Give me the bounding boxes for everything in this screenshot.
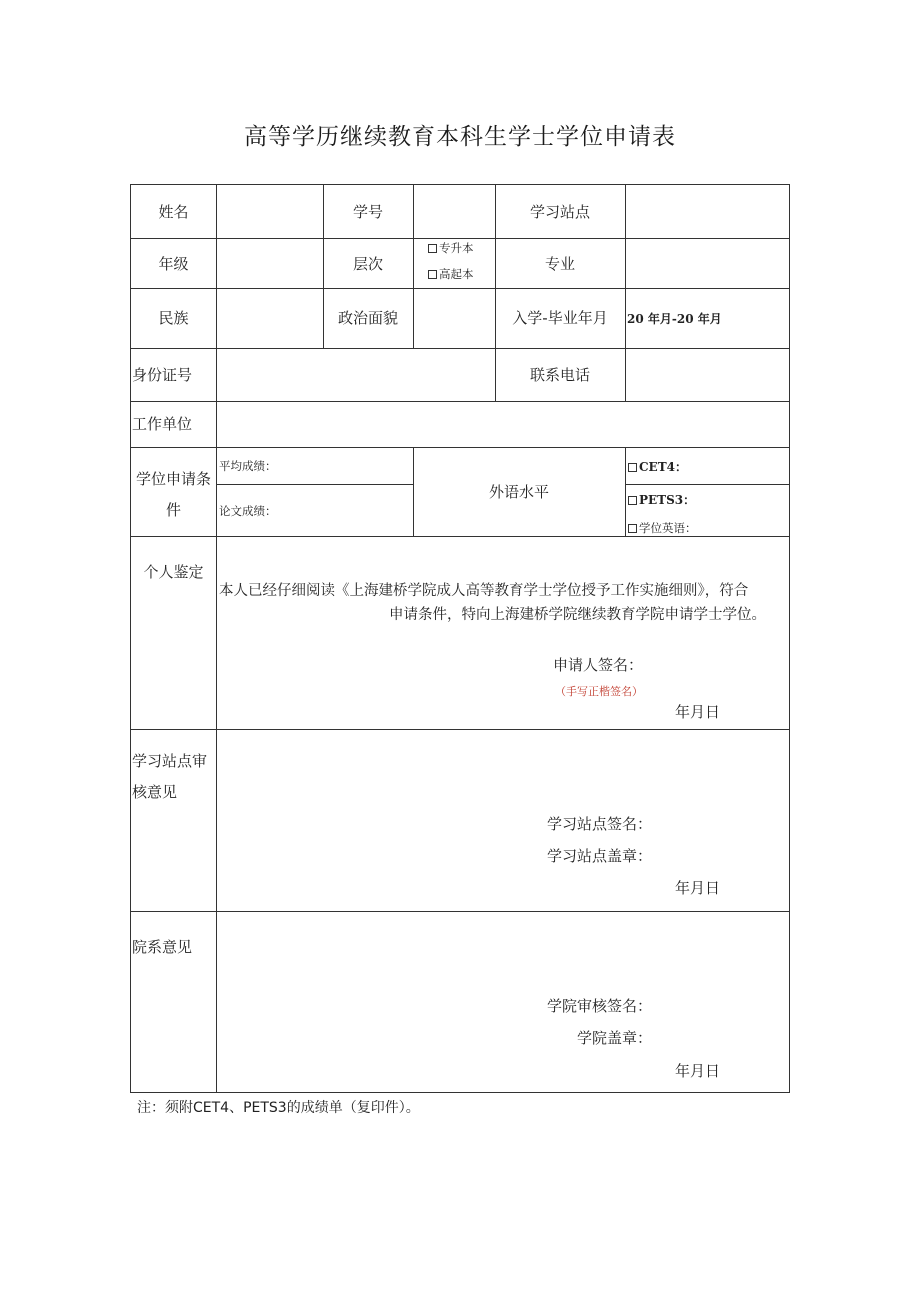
checkbox-highschool[interactable]: 高起本 [428, 267, 474, 281]
row-divider [131, 447, 789, 448]
application-form [130, 184, 790, 1093]
col-divider [625, 447, 626, 536]
col-divider [625, 185, 626, 401]
label-ethnicity: 民族 [158, 309, 189, 327]
cell-divider [625, 484, 789, 485]
label-avg-score: 平均成绩： [219, 459, 277, 473]
label-foreign-lang: 外语水平 [488, 483, 549, 501]
row-divider [131, 729, 789, 730]
label-degree-cond-1: 学位申请条 [135, 470, 211, 488]
label-site-review-1: 学习站点审 [132, 752, 208, 770]
checkbox-upgrade[interactable]: 专升本 [428, 241, 474, 255]
self-eval-text-2: 申请条件，特向上海建桥学院继续教育学院申请学士学位。 [389, 607, 766, 623]
row-divider [131, 401, 789, 402]
self-eval-date: 年月日 [675, 703, 721, 721]
label-site-review-2: 核意见 [132, 783, 178, 801]
row-divider [131, 911, 789, 912]
col-divider [216, 185, 217, 288]
label-thesis-score: 论文成绩： [219, 504, 277, 518]
label-degree-cond-2: 件 [165, 501, 181, 519]
col-divider [216, 288, 217, 348]
page-title: 高等学历继续教育本科生学士学位申请表 [244, 124, 676, 150]
checkbox-icon[interactable] [628, 463, 637, 472]
row-divider [131, 536, 789, 537]
label-dept-review: 院系意见 [132, 938, 193, 956]
col-divider [413, 185, 414, 348]
checkbox-icon[interactable] [628, 524, 637, 533]
label-id-card: 身份证号 [132, 366, 193, 384]
checkbox-icon[interactable] [428, 244, 437, 253]
col-divider [216, 348, 217, 1093]
period-value: 20 年月-20 年月 [627, 312, 722, 326]
site-review-date: 年月日 [675, 879, 721, 897]
label-name: 姓名 [158, 203, 189, 221]
sign-note: （手写正楷签名） [555, 685, 643, 698]
self-eval-text-1: 本人已经仔细阅读《上海建桥学院成人高等教育学士学位授予工作实施细则》，符合 [219, 583, 749, 599]
checkbox-degree-english[interactable]: 学位英语： [628, 521, 697, 535]
label-self-eval: 个人鉴定 [143, 563, 204, 581]
label-study-site: 学习站点 [529, 203, 590, 221]
checkbox-cet4[interactable]: CET4： [628, 458, 687, 476]
dept-stamp: 学院盖章： [577, 1029, 653, 1047]
label-student-id: 学号 [352, 203, 383, 221]
label-level: 层次 [352, 255, 383, 273]
site-stamp: 学习站点盖章： [547, 847, 653, 865]
checkbox-icon[interactable] [628, 496, 637, 505]
label-phone: 联系电话 [529, 366, 590, 384]
label-major: 专业 [544, 255, 575, 273]
dept-sign: 学院审核签名： [547, 997, 653, 1015]
row-divider [131, 348, 789, 349]
label-work-unit: 工作单位 [132, 415, 193, 433]
row-divider [131, 288, 789, 289]
row-divider [131, 238, 789, 239]
label-political: 政治面貌 [337, 309, 398, 327]
label-period: 入学-毕业年月 [512, 309, 608, 327]
checkbox-pets3[interactable]: PETS3： [628, 491, 695, 509]
site-sign: 学习站点签名： [547, 815, 653, 833]
checkbox-icon[interactable] [428, 270, 437, 279]
footnote: 注：须附CET4、PETS3的成绩单（复印件）。 [137, 1100, 420, 1116]
dept-review-date: 年月日 [675, 1062, 721, 1080]
applicant-sign: 申请人签名： [553, 656, 644, 674]
label-grade: 年级 [158, 255, 189, 273]
cell-divider [216, 484, 413, 485]
